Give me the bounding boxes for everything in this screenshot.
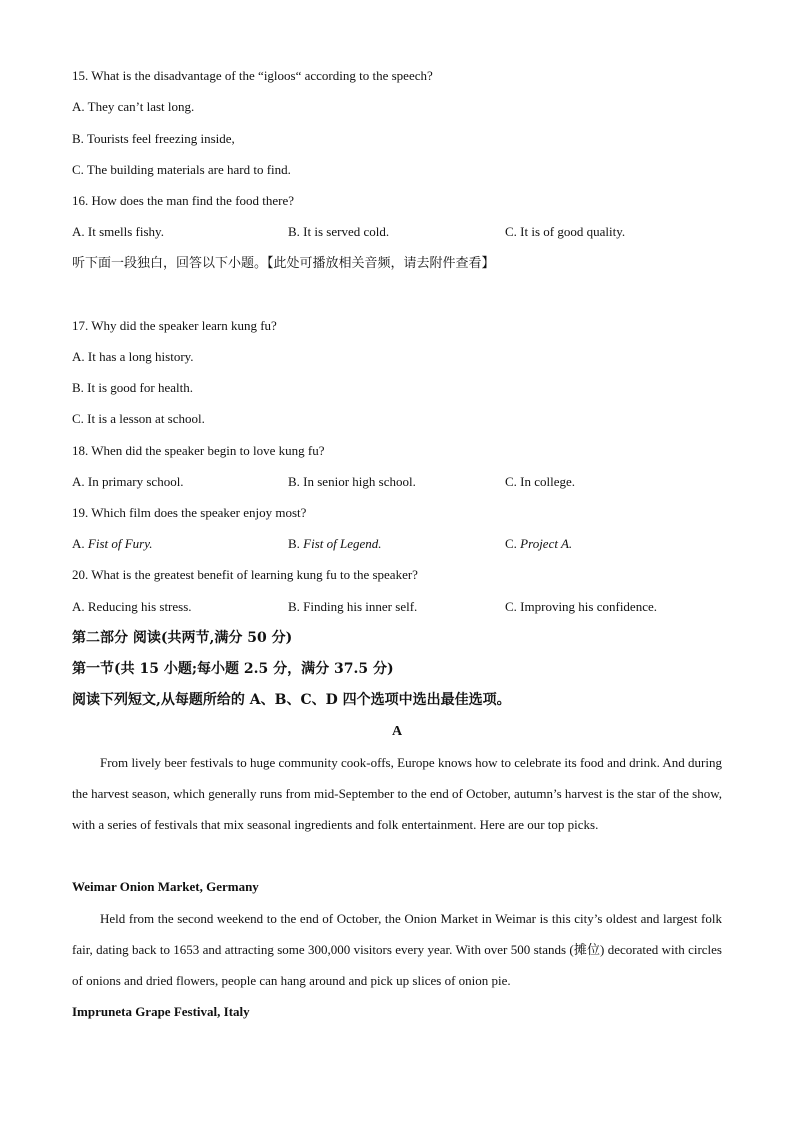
q19-option-c-title: Project A. [520, 536, 573, 551]
question-20: 20. What is the greatest benefit of learning kung fu to the speaker? [72, 567, 418, 582]
q19-option-c-prefix: C. [505, 536, 521, 551]
question-18: 18. When did the speaker begin to love kung fu? [72, 443, 325, 458]
section-1-title: 第一节(共 15 小题;每小题 2.5 分，满分 37.5 分) [72, 661, 394, 677]
q19-option-a [72, 534, 153, 554]
part-2-title: 第二部分 阅读(共两节,满分 50 分) [72, 630, 293, 646]
q19-option-b [288, 534, 382, 554]
question-15: 15. What is the disadvantage of the “igloos“ according to the speech? [72, 68, 433, 83]
q16-option-a: A. It smells fishy. [72, 224, 164, 239]
question-16: 16. How does the man find the food there? [72, 193, 295, 208]
question-19: 19. Which film does the speaker enjoy most? [72, 505, 307, 520]
impruneta-heading: Impruneta Grape Festival, Italy [72, 1004, 250, 1019]
q15-option-a: A. They can’t last long. [72, 99, 195, 114]
q19-option-a-title: Fist of Fury. [87, 536, 153, 551]
listening-instruction: 听下面一段独白，回答以下小题。【此处可播放相关音频，请去附件查看】 [72, 256, 495, 271]
reading-instruction: 阅读下列短文,从每题所给的 A、B、C、D 四个选项中选出最佳选项。 [72, 692, 511, 708]
weimar-paragraph: Held from the second weekend to the end of October, the Onion Market in Weimar is this city’s oldest and largest folk fair, dating back to 1653 and attracting some 300,000 visitors every year. With over 500 stands (摊位) decorated with circles of onions and dried flowers, people can hang around and pick up slices of onion pie. [72, 911, 722, 988]
q19-option-b-prefix: B. [288, 536, 304, 551]
q19-option-a-prefix: A. [72, 536, 88, 551]
q18-option-b: B. In senior high school. [288, 474, 416, 489]
q19-option-b-title: Fist of Legend. [303, 536, 382, 551]
q18-option-c: C. In college. [505, 474, 576, 489]
q20-option-c: C. Improving his confidence. [505, 599, 657, 614]
weimar-heading: Weimar Onion Market, Germany [72, 879, 259, 894]
q17-option-a: A. It has a long history. [72, 349, 194, 364]
question-17: 17. Why did the speaker learn kung fu? [72, 318, 277, 333]
q20-option-b: B. Finding his inner self. [288, 599, 418, 614]
q19-option-c [505, 534, 572, 554]
q20-option-a: A. Reducing his stress. [72, 599, 192, 614]
q16-option-b: B. It is served cold. [288, 224, 390, 239]
q17-option-b: B. It is good for health. [72, 380, 193, 395]
passage-intro: From lively beer festivals to huge community cook-offs, Europe knows how to celebrate its food and drink. And during the harvest season, which generally runs from mid-September to the end of October, autumn’s harvest is the star of the show, with a series of festivals that mix seasonal ingredients and folk entertainment. Here are our top picks. [72, 755, 722, 832]
q18-option-a: A. In primary school. [72, 474, 184, 489]
passage-letter: A [391, 724, 403, 739]
q16-option-c: C. It is of good quality. [505, 224, 626, 239]
q17-option-c: C. It is a lesson at school. [72, 411, 205, 426]
q15-option-c: C. The building materials are hard to find. [72, 162, 291, 177]
q15-option-b: B. Tourists feel freezing inside, [72, 131, 235, 146]
